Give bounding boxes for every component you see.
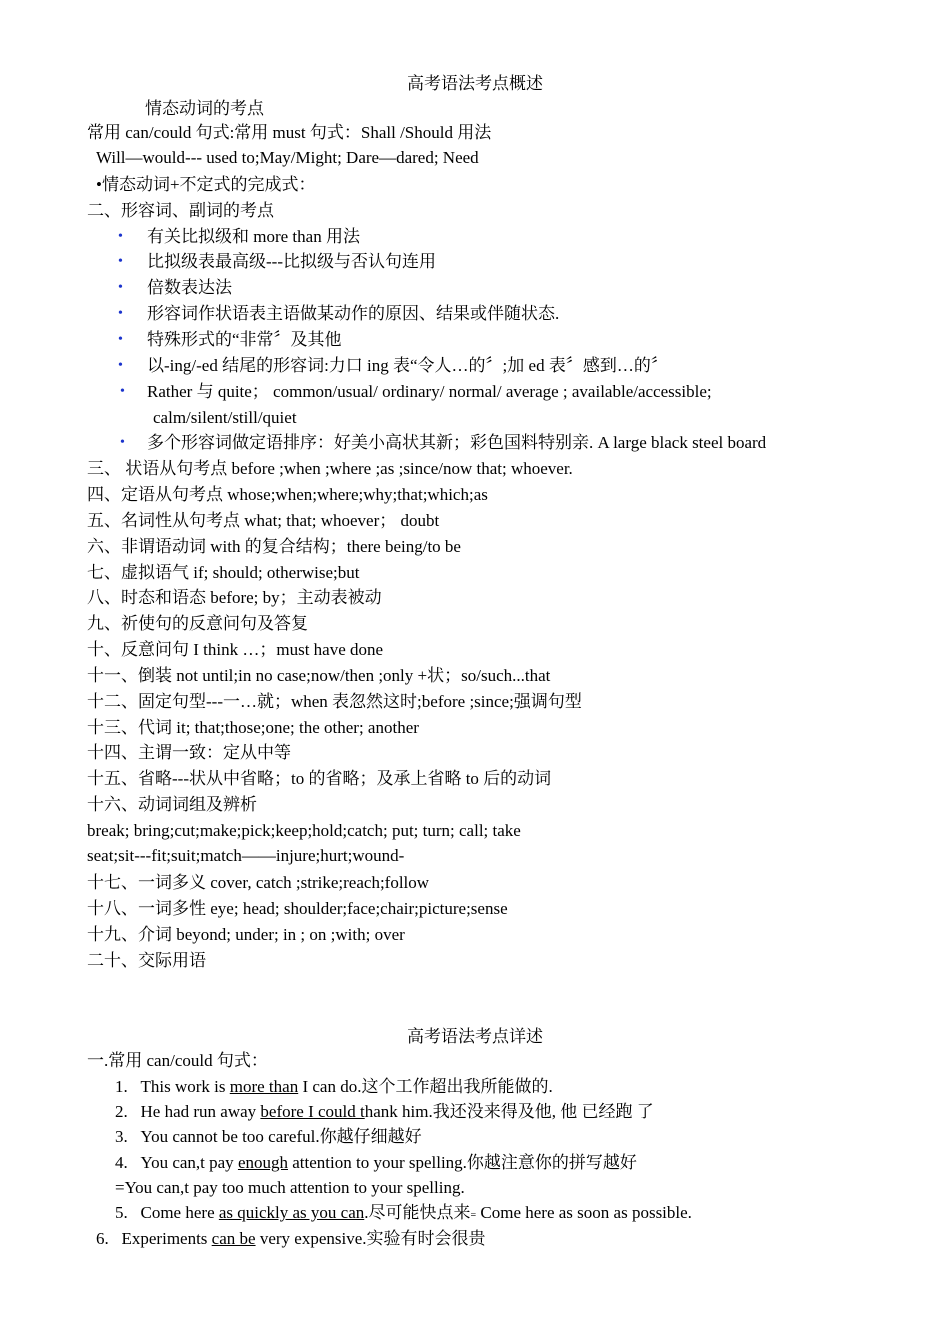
modal-verbs-heading: 情态动词的考点 <box>145 99 264 118</box>
section-line: 十三、代词 it; that;those;one; the other; another <box>87 718 419 737</box>
detail-item-3: 3. You cannot be too careful.你越仔细越好 <box>115 1127 422 1146</box>
detail-item-1: 1. This work is more than I can do.这个工作超出我所能做的. <box>115 1077 553 1096</box>
detail-item-6: 6. Experiments can be very expensive.实验有时会很贵 <box>96 1229 486 1248</box>
item-number: 5. <box>115 1203 128 1222</box>
bullet-item: 比拟级表最高级---比拟级与否认句连用 <box>147 252 436 271</box>
item-number: 1. <box>115 1077 128 1096</box>
bullet-icon: • <box>118 332 123 347</box>
modal-line-3: •情态动词+不定式的完成式： <box>96 175 316 194</box>
section-line: 三、 状语从句考点 before ;when ;where ;as ;since/now that; whoever. <box>87 459 573 478</box>
section-line: break; bring;cut;make;pick;keep;hold;catch; put; turn; call; take <box>87 821 521 840</box>
section-line: 五、名词性从句考点 what; that; whoever； doubt <box>87 511 440 530</box>
section-2-heading: 二、形容词、副词的考点 <box>87 201 274 220</box>
bullet-icon: • <box>118 229 123 244</box>
section-line: 十七、一词多义 cover, catch ;strike;reach;follow <box>87 873 430 892</box>
bullet-item: 形容词作状语表主语做某动作的原因、结果或伴随状态. <box>147 304 560 323</box>
item-number: 6. <box>96 1229 109 1248</box>
item-number: 2. <box>115 1102 128 1121</box>
overview-title: 高考语法考点概述 <box>407 74 543 93</box>
bullet-item: 倍数表达法 <box>147 278 232 297</box>
section-line: 十九、介词 beyond; under; in ; on ;with; over <box>87 925 405 944</box>
section-line: 八、时态和语态 before; by；主动表被动 <box>87 588 382 607</box>
bullet-icon: • <box>118 358 123 373</box>
bullet-icon: • <box>118 306 123 321</box>
section-line: 十二、固定句型---一…就；when 表忽然这时;before ;since;强调句型 <box>87 692 582 711</box>
detail-heading: 一.常用 can/could 句式： <box>87 1051 268 1070</box>
section-line: 十、反意问句 I think …；must have done <box>87 640 384 659</box>
section-line: 四、定语从句考点 whose;when;where;why;that;which;as <box>87 485 488 504</box>
section-line: 十四、主谓一致：定从中等 <box>87 743 291 762</box>
section-line: 九、祈使句的反意问句及答复 <box>87 614 308 633</box>
section-line: 十一、倒装 not until;in no case;now/then ;only +状；so/such...that <box>87 666 551 685</box>
bullet-item: 有关比拟级和 more than 用法 <box>147 227 360 246</box>
bullet-icon: • <box>120 384 125 399</box>
item-number: 3. <box>115 1127 128 1146</box>
detail-item-4-continuation: =You can,t pay too much attention to your spelling. <box>115 1178 465 1197</box>
section-line: 七、虚拟语气 if; should; otherwise;but <box>87 563 360 582</box>
detail-item-4: 4. You can,t pay enough attention to your spelling.你越注意你的拼写越好 <box>115 1153 637 1172</box>
detail-item-2: 2. He had run away before I could thank him.我还没来得及他, 他 已经跑 了 <box>115 1102 654 1121</box>
bullet-icon: • <box>118 254 123 269</box>
detail-title: 高考语法考点详述 <box>407 1027 543 1046</box>
detail-item-5: 5. Come here as quickly as you can.尽可能快点来= Come here as soon as possible. <box>115 1203 692 1222</box>
bullet-item: Rather 与 quite； common/usual/ ordinary/ normal/ average ; available/accessible; <box>147 382 712 401</box>
bullet-item-continuation: calm/silent/still/quiet <box>153 408 297 427</box>
bullet-icon: • <box>118 280 123 295</box>
item-number: 4. <box>115 1153 128 1172</box>
bullet-item: 以-ing/-ed 结尾的形容词:力口 ing 表“令人…的〞;加 ed 表〞感到…的〞 <box>147 356 668 375</box>
section-line: seat;sit---fit;suit;match——injure;hurt;wound- <box>87 846 405 865</box>
section-line: 十八、一词多性 eye; head; shoulder;face;chair;picture;sense <box>87 899 508 918</box>
section-line: 二十、交际用语 <box>87 951 206 970</box>
section-line: 十五、省略---状从中省略；to 的省略；及承上省略 to 后的动词 <box>87 769 552 788</box>
section-line: 十六、动词词组及辨析 <box>87 795 257 814</box>
modal-line-1: 常用 can/could 句式:常用 must 句式：Shall /Should 用法 <box>87 123 492 142</box>
bullet-item: 多个形容词做定语排序：好美小高状其新；彩色国料特别亲. A large black steel board <box>147 433 767 452</box>
bullet-icon: • <box>120 435 125 450</box>
modal-line-2: Will—would--- used to;May/Might; Dare—dared; Need <box>96 148 479 167</box>
section-line: 六、非谓语动词 with 的复合结构；there being/to be <box>87 537 461 556</box>
bullet-item: 特殊形式的“非常〞及其他 <box>147 330 342 349</box>
